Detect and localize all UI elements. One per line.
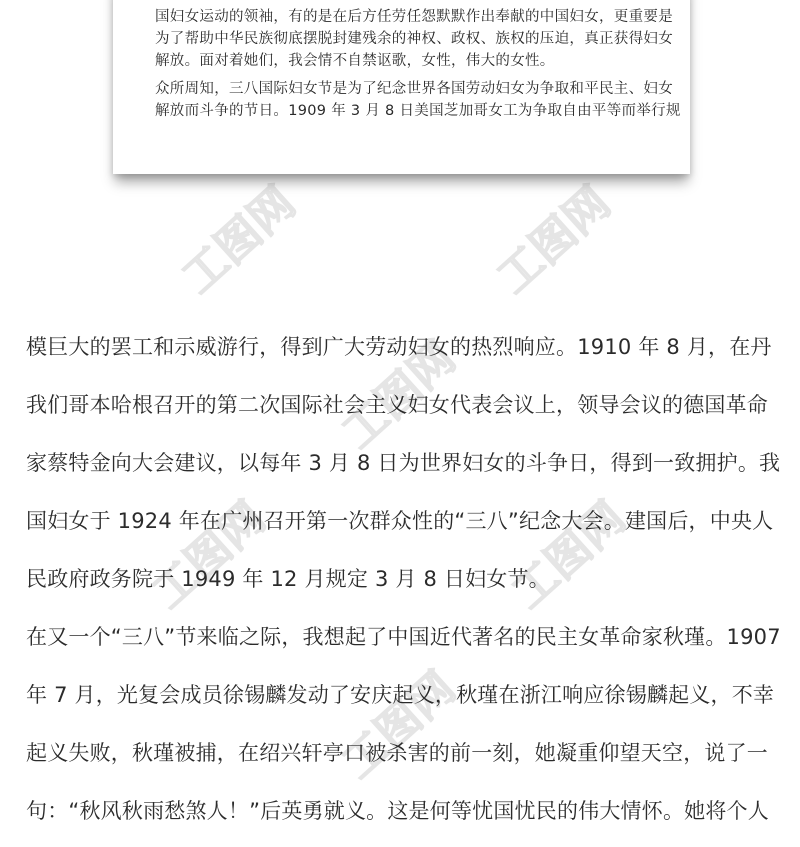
body-line: 我们哥本哈根召开的第二次国际社会主义妇女代表会议上，领导会议的德国革命 — [26, 393, 768, 417]
watermark-text: 工图网 — [142, 492, 276, 619]
watermark-text: 工图网 — [487, 177, 621, 304]
watermark-text: 工图网 — [172, 177, 306, 304]
body-line: 国妇女于 1924 年在广州召开第一次群众性的“三八”纪念大会。建国后，中央人 — [26, 509, 774, 533]
watermark-text: 工图网 — [332, 332, 466, 459]
body-line: 句：“秋风秋雨愁煞人！”后英勇就义。这是何等忧国忧民的伟大情怀。她将个人 — [26, 799, 769, 823]
watermark-text: 工图网 — [332, 662, 466, 789]
body-line: 年 7 月，光复会成员徐锡麟发动了安庆起义，秋瑾在浙江响应徐锡麟起义，不幸 — [26, 683, 775, 707]
preview-line: 众所周知，三八国际妇女节是为了纪念世界各国劳动妇女为争取和平民主、妇女 — [155, 81, 673, 97]
preview-line: 解放。面对着她们，我会情不自禁讴歌，女性，伟大的女性。 — [155, 53, 555, 69]
preview-line: 为了帮助中华民族彻底摆脱封建残余的神权、政权、族权的压迫，真正获得妇女 — [155, 31, 673, 47]
body-line: 起义失败，秋瑾被捕，在绍兴轩亭口被杀害的前一刻，她凝重仰望天空，说了一 — [26, 741, 768, 765]
watermark-text: 工图网 — [502, 492, 636, 619]
preview-line: 解放而斗争的节日。1909 年 3 月 8 日美国芝加哥女工为争取自由平等而举行规 — [155, 103, 681, 119]
body-line: 模巨大的罢工和示威游行，得到广大劳动妇女的热烈响应。1910 年 8 月，在丹 — [26, 335, 772, 359]
preview-card-text — [155, 6, 681, 122]
body-line: 民政府政务院于 1949 年 12 月规定 3 月 8 日妇女节。 — [26, 567, 550, 591]
body-line: 在又一个“三八”节来临之际，我想起了中国近代著名的民主女革命家秋瑾。1907 — [26, 625, 781, 649]
document-body — [26, 325, 786, 847]
preview-line: 国妇女运动的领袖，有的是在后方任劳任怨默默作出奉献的中国妇女，更重要是 — [155, 9, 673, 25]
document-preview-card — [113, 0, 690, 174]
body-line: 家蔡特金向大会建议，以每年 3 月 8 日为世界妇女的斗争日，得到一致拥护。我 — [26, 451, 781, 475]
